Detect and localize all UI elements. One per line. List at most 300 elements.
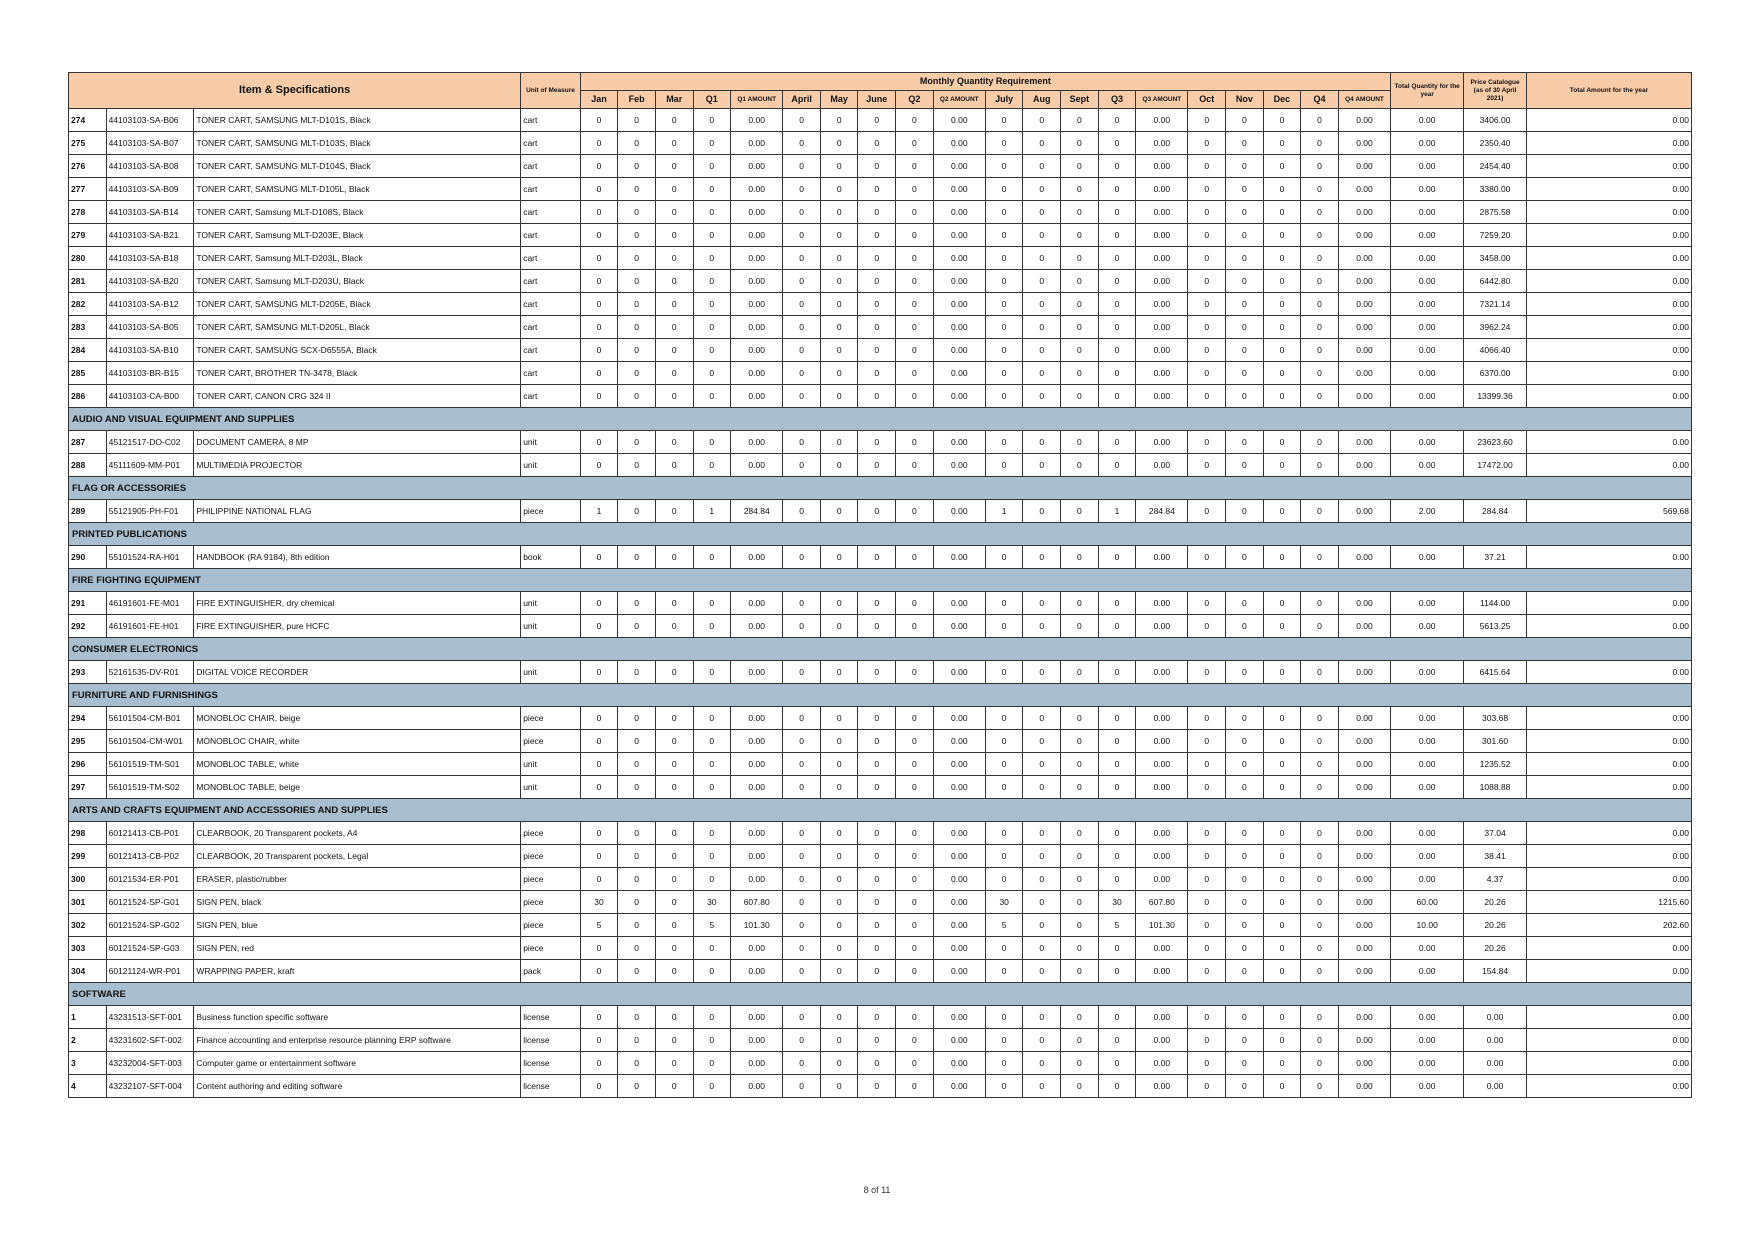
- row-number: 283: [69, 316, 107, 339]
- quantity-cell: 0: [1061, 132, 1099, 155]
- quantity-cell: 0: [618, 362, 656, 385]
- quantity-cell: 0.00: [731, 431, 783, 454]
- quantity-cell: 0.00: [1338, 500, 1390, 523]
- quantity-cell: 0: [1188, 661, 1226, 684]
- quantity-cell: 0: [820, 615, 858, 638]
- quantity-cell: 0: [580, 730, 618, 753]
- quantity-cell: 0: [693, 753, 731, 776]
- quantity-cell: 0: [655, 293, 693, 316]
- unit-of-measure: license: [521, 1029, 581, 1052]
- total-amount: 0.00: [1526, 937, 1691, 960]
- total-amount: 0.00: [1526, 615, 1691, 638]
- quantity-cell: 0: [1023, 960, 1061, 983]
- quantity-cell: 0: [783, 385, 821, 408]
- quantity-cell: 0: [618, 454, 656, 477]
- row-number: 295: [69, 730, 107, 753]
- item-code: 44103103-SA-B18: [106, 247, 194, 270]
- quantity-cell: 0: [618, 431, 656, 454]
- quantity-cell: 0: [693, 247, 731, 270]
- row-number: 304: [69, 960, 107, 983]
- quantity-cell: 0: [580, 339, 618, 362]
- quantity-cell: 0: [985, 454, 1023, 477]
- quantity-cell: 0: [783, 960, 821, 983]
- quantity-cell: 0: [858, 155, 896, 178]
- quantity-cell: 0: [1301, 753, 1339, 776]
- total-quantity: 60.00: [1391, 891, 1464, 914]
- quantity-cell: 0: [1098, 132, 1136, 155]
- item-description: TONER CART, SAMSUNG SCX-D6555A, Black: [194, 339, 521, 362]
- total-amount: 569.68: [1526, 500, 1691, 523]
- quantity-cell: 0: [618, 1075, 656, 1098]
- quantity-cell: 0: [1098, 454, 1136, 477]
- total-quantity: 2.00: [1391, 500, 1464, 523]
- quantity-cell: 0.00: [731, 661, 783, 684]
- quantity-cell: 0: [820, 316, 858, 339]
- quantity-cell: 0: [1188, 500, 1226, 523]
- quantity-cell: 0.00: [1338, 247, 1390, 270]
- price-catalogue: 2454.40: [1464, 155, 1527, 178]
- quantity-cell: 0: [1226, 615, 1264, 638]
- price-catalogue: 6442.80: [1464, 270, 1527, 293]
- quantity-cell: 0: [858, 339, 896, 362]
- quantity-cell: 0: [783, 454, 821, 477]
- quantity-cell: 0: [985, 868, 1023, 891]
- quantity-cell: 0: [1023, 707, 1061, 730]
- quantity-cell: 0: [1226, 201, 1264, 224]
- quantity-cell: 0: [783, 132, 821, 155]
- quantity-cell: 0: [1023, 776, 1061, 799]
- quantity-cell: 0: [618, 155, 656, 178]
- quantity-cell: 0: [580, 776, 618, 799]
- quantity-cell: 0.00: [1136, 247, 1188, 270]
- quantity-cell: 0: [985, 431, 1023, 454]
- quantity-cell: 0: [580, 201, 618, 224]
- quantity-cell: 0.00: [933, 1006, 985, 1029]
- quantity-cell: 0: [896, 1052, 934, 1075]
- item-description: TONER CART, Samsung MLT-D203E, Black: [194, 224, 521, 247]
- quantity-cell: 0: [655, 109, 693, 132]
- quantity-cell: 0: [1188, 270, 1226, 293]
- quantity-cell: 0: [858, 546, 896, 569]
- total-quantity: 0.00: [1391, 1006, 1464, 1029]
- unit-of-measure: cart: [521, 132, 581, 155]
- quantity-cell: 0: [1263, 753, 1301, 776]
- quantity-cell: 0: [1098, 362, 1136, 385]
- quantity-cell: 0: [858, 362, 896, 385]
- quantity-cell: 0: [896, 270, 934, 293]
- quantity-cell: 0: [1023, 339, 1061, 362]
- quantity-cell: 0: [783, 431, 821, 454]
- quantity-cell: 0: [618, 339, 656, 362]
- price-catalogue: 4.37: [1464, 868, 1527, 891]
- quantity-cell: 0: [655, 960, 693, 983]
- quantity-cell: 0.00: [933, 362, 985, 385]
- quantity-cell: 0: [1061, 707, 1099, 730]
- unit-of-measure: piece: [521, 500, 581, 523]
- quantity-cell: 0: [820, 776, 858, 799]
- quantity-cell: 0: [655, 362, 693, 385]
- quantity-cell: 0: [580, 270, 618, 293]
- quantity-cell: 0: [1061, 500, 1099, 523]
- quantity-cell: 0: [1226, 109, 1264, 132]
- quantity-cell: 0.00: [933, 615, 985, 638]
- quantity-cell: 0: [1023, 661, 1061, 684]
- quantity-cell: 0.00: [1136, 132, 1188, 155]
- quantity-cell: 0.00: [1136, 339, 1188, 362]
- quantity-cell: 5: [693, 914, 731, 937]
- month-header: Q3 AMOUNT: [1136, 91, 1188, 109]
- quantity-cell: 0.00: [933, 960, 985, 983]
- price-catalogue: 303.68: [1464, 707, 1527, 730]
- quantity-cell: 0: [896, 362, 934, 385]
- quantity-cell: 0.00: [731, 592, 783, 615]
- month-header: Q4: [1301, 91, 1339, 109]
- quantity-cell: 30: [985, 891, 1023, 914]
- quantity-cell: 0.00: [1136, 1029, 1188, 1052]
- row-number: 282: [69, 293, 107, 316]
- quantity-cell: 0: [783, 500, 821, 523]
- quantity-cell: 0: [783, 224, 821, 247]
- quantity-cell: 0: [985, 224, 1023, 247]
- row-number: 286: [69, 385, 107, 408]
- unit-of-measure: piece: [521, 891, 581, 914]
- quantity-cell: 0.00: [933, 822, 985, 845]
- quantity-cell: 0: [1023, 155, 1061, 178]
- quantity-cell: 1: [693, 500, 731, 523]
- total-quantity: 0.00: [1391, 615, 1464, 638]
- total-quantity: 0.00: [1391, 1029, 1464, 1052]
- row-number: 3: [69, 1052, 107, 1075]
- quantity-cell: 284.84: [1136, 500, 1188, 523]
- quantity-cell: 0.00: [1338, 1029, 1390, 1052]
- quantity-cell: 0: [1301, 454, 1339, 477]
- quantity-cell: 0.00: [933, 845, 985, 868]
- unit-of-measure: unit: [521, 454, 581, 477]
- month-header: Q3: [1098, 91, 1136, 109]
- quantity-cell: 0: [580, 707, 618, 730]
- category-row: [69, 569, 1692, 592]
- quantity-cell: 0.00: [933, 592, 985, 615]
- quantity-cell: 0: [1023, 247, 1061, 270]
- total-quantity: 0.00: [1391, 753, 1464, 776]
- quantity-cell: 0: [985, 132, 1023, 155]
- item-code: 43232004-SFT-003: [106, 1052, 194, 1075]
- quantity-cell: 0.00: [731, 293, 783, 316]
- quantity-cell: 0: [820, 730, 858, 753]
- total-quantity: 0.00: [1391, 776, 1464, 799]
- quantity-cell: 0: [896, 753, 934, 776]
- quantity-cell: 0: [896, 339, 934, 362]
- total-amount: 0.00: [1526, 546, 1691, 569]
- unit-of-measure: license: [521, 1006, 581, 1029]
- quantity-cell: 0: [655, 132, 693, 155]
- quantity-cell: 0: [896, 1029, 934, 1052]
- quantity-cell: 0.00: [731, 339, 783, 362]
- quantity-cell: 0: [1301, 132, 1339, 155]
- quantity-cell: 0: [1098, 1075, 1136, 1098]
- quantity-cell: 0.00: [1338, 178, 1390, 201]
- quantity-cell: 0: [985, 1075, 1023, 1098]
- row-number: 280: [69, 247, 107, 270]
- quantity-cell: 0: [1226, 1052, 1264, 1075]
- quantity-cell: 0: [1023, 362, 1061, 385]
- quantity-cell: 0: [1263, 500, 1301, 523]
- quantity-cell: 0: [1226, 316, 1264, 339]
- quantity-cell: 0: [1263, 661, 1301, 684]
- quantity-cell: 0.00: [1338, 592, 1390, 615]
- item-code: 52161535-DV-R01: [106, 661, 194, 684]
- quantity-cell: 0.00: [731, 1029, 783, 1052]
- quantity-cell: 0: [985, 316, 1023, 339]
- quantity-cell: 0: [1263, 615, 1301, 638]
- quantity-cell: 0: [580, 431, 618, 454]
- month-header: Aug: [1023, 91, 1061, 109]
- quantity-cell: 0: [1188, 431, 1226, 454]
- quantity-cell: 0: [858, 500, 896, 523]
- quantity-cell: 0.00: [1338, 1052, 1390, 1075]
- total-amount: 1215.60: [1526, 891, 1691, 914]
- unit-of-measure: piece: [521, 914, 581, 937]
- quantity-cell: 0: [1061, 1029, 1099, 1052]
- table-row: [69, 730, 1692, 753]
- quantity-cell: 0: [1301, 937, 1339, 960]
- total-amount: 0.00: [1526, 293, 1691, 316]
- quantity-cell: 0: [896, 615, 934, 638]
- quantity-cell: 0: [1301, 845, 1339, 868]
- quantity-cell: 0: [985, 362, 1023, 385]
- quantity-cell: 0: [1263, 937, 1301, 960]
- quantity-cell: 0: [618, 868, 656, 891]
- quantity-cell: 0: [1301, 270, 1339, 293]
- quantity-cell: 0: [985, 247, 1023, 270]
- quantity-cell: 0: [655, 822, 693, 845]
- quantity-cell: 0: [655, 431, 693, 454]
- month-header: Jan: [580, 91, 618, 109]
- quantity-cell: 0: [1188, 201, 1226, 224]
- quantity-cell: 0: [1098, 385, 1136, 408]
- quantity-cell: 0: [896, 937, 934, 960]
- quantity-cell: 0: [985, 937, 1023, 960]
- quantity-cell: 0.00: [1338, 615, 1390, 638]
- month-header: Mar: [655, 91, 693, 109]
- item-description: DIGITAL VOICE RECORDER: [194, 661, 521, 684]
- item-code: 44103103-SA-B07: [106, 132, 194, 155]
- quantity-cell: 0: [580, 293, 618, 316]
- quantity-cell: 0: [896, 109, 934, 132]
- row-number: 276: [69, 155, 107, 178]
- quantity-cell: 0: [1226, 500, 1264, 523]
- category-label: PRINTED PUBLICATIONS: [69, 523, 1692, 546]
- unit-of-measure: cart: [521, 201, 581, 224]
- quantity-cell: 0: [693, 316, 731, 339]
- quantity-cell: 0: [820, 960, 858, 983]
- price-catalogue: 5613.25: [1464, 615, 1527, 638]
- quantity-cell: 0: [655, 914, 693, 937]
- table-row: [69, 822, 1692, 845]
- quantity-cell: 0.00: [933, 385, 985, 408]
- quantity-cell: 0: [1263, 592, 1301, 615]
- quantity-cell: 0: [1226, 339, 1264, 362]
- quantity-cell: 0: [618, 937, 656, 960]
- unit-header: Unit of Measure: [521, 73, 581, 109]
- item-description: TONER CART, Samsung MLT-D203L, Black: [194, 247, 521, 270]
- item-description: SIGN PEN, black: [194, 891, 521, 914]
- quantity-cell: 0: [1301, 868, 1339, 891]
- quantity-cell: 0: [1226, 661, 1264, 684]
- quantity-cell: 0: [820, 845, 858, 868]
- quantity-cell: 0: [820, 592, 858, 615]
- quantity-cell: 0: [1061, 822, 1099, 845]
- quantity-cell: 0: [1188, 454, 1226, 477]
- quantity-cell: 0: [1263, 546, 1301, 569]
- category-label: FLAG OR ACCESSORIES: [69, 477, 1692, 500]
- quantity-cell: 0: [1226, 270, 1264, 293]
- item-code: 44103103-SA-B08: [106, 155, 194, 178]
- quantity-cell: 0: [1023, 454, 1061, 477]
- quantity-cell: 0: [580, 546, 618, 569]
- unit-of-measure: piece: [521, 937, 581, 960]
- quantity-cell: 0: [618, 247, 656, 270]
- quantity-cell: 0: [1263, 960, 1301, 983]
- item-description: SIGN PEN, blue: [194, 914, 521, 937]
- quantity-cell: 0: [985, 822, 1023, 845]
- row-number: 290: [69, 546, 107, 569]
- price-catalogue: 0.00: [1464, 1075, 1527, 1098]
- row-number: 299: [69, 845, 107, 868]
- quantity-cell: 0: [1263, 270, 1301, 293]
- quantity-cell: 0: [1188, 914, 1226, 937]
- quantity-cell: 0.00: [1338, 753, 1390, 776]
- quantity-cell: 0.00: [731, 454, 783, 477]
- quantity-cell: 0: [783, 1075, 821, 1098]
- month-header: Q2: [896, 91, 934, 109]
- quantity-cell: 0: [693, 178, 731, 201]
- requirements-table: [68, 72, 1692, 1098]
- quantity-cell: 0.00: [731, 316, 783, 339]
- quantity-cell: 0.00: [1136, 845, 1188, 868]
- total-quantity: 0.00: [1391, 546, 1464, 569]
- quantity-cell: 0: [1188, 822, 1226, 845]
- quantity-cell: 0: [783, 822, 821, 845]
- quantity-cell: 0: [783, 845, 821, 868]
- quantity-cell: 0.00: [731, 362, 783, 385]
- quantity-cell: 0: [896, 730, 934, 753]
- procurement-sheet: [68, 72, 1692, 1098]
- quantity-cell: 0: [1226, 822, 1264, 845]
- quantity-cell: 0: [1188, 937, 1226, 960]
- item-code: 45111609-MM-P01: [106, 454, 194, 477]
- quantity-cell: 0: [580, 132, 618, 155]
- quantity-cell: 0: [1263, 1052, 1301, 1075]
- quantity-cell: 0: [580, 1052, 618, 1075]
- month-header: Nov: [1226, 91, 1264, 109]
- quantity-cell: 0: [820, 546, 858, 569]
- quantity-cell: 0: [783, 178, 821, 201]
- quantity-cell: 30: [1098, 891, 1136, 914]
- quantity-cell: 0: [858, 224, 896, 247]
- total-quantity: 0.00: [1391, 132, 1464, 155]
- quantity-cell: 0: [896, 914, 934, 937]
- total-quantity: 0.00: [1391, 362, 1464, 385]
- table-row: [69, 201, 1692, 224]
- item-description: CLEARBOOK, 20 Transparent pockets, A4: [194, 822, 521, 845]
- quantity-cell: 0: [985, 707, 1023, 730]
- quantity-cell: 0: [1226, 385, 1264, 408]
- table-row: [69, 914, 1692, 937]
- quantity-cell: 0: [693, 339, 731, 362]
- unit-of-measure: piece: [521, 845, 581, 868]
- quantity-cell: 0: [693, 201, 731, 224]
- total-amount: 0.00: [1526, 385, 1691, 408]
- quantity-cell: 0: [1263, 132, 1301, 155]
- total-quantity: 0.00: [1391, 201, 1464, 224]
- quantity-cell: 0: [693, 1029, 731, 1052]
- quantity-cell: 0: [985, 178, 1023, 201]
- unit-of-measure: piece: [521, 822, 581, 845]
- quantity-cell: 0: [783, 1006, 821, 1029]
- quantity-cell: 0: [1023, 615, 1061, 638]
- quantity-cell: 0: [896, 431, 934, 454]
- item-code: 43232107-SFT-004: [106, 1075, 194, 1098]
- quantity-cell: 0: [580, 615, 618, 638]
- quantity-cell: 0: [858, 109, 896, 132]
- total-qty-header: Total Quantity for the year: [1391, 73, 1464, 109]
- quantity-cell: 0: [1263, 385, 1301, 408]
- quantity-cell: 0: [858, 1052, 896, 1075]
- quantity-cell: 0: [1098, 845, 1136, 868]
- quantity-cell: 0: [1301, 109, 1339, 132]
- item-description: PHILIPPINE NATIONAL FLAG: [194, 500, 521, 523]
- quantity-cell: 0: [896, 178, 934, 201]
- quantity-cell: 5: [985, 914, 1023, 937]
- item-code: 60121524-SP-G01: [106, 891, 194, 914]
- item-code: 44103103-SA-B10: [106, 339, 194, 362]
- quantity-cell: 0: [1023, 1075, 1061, 1098]
- quantity-cell: 0: [580, 224, 618, 247]
- item-description: CLEARBOOK, 20 Transparent pockets, Legal: [194, 845, 521, 868]
- total-quantity: 10.00: [1391, 914, 1464, 937]
- quantity-cell: 0: [858, 385, 896, 408]
- quantity-cell: 0: [896, 500, 934, 523]
- quantity-cell: 0: [1188, 362, 1226, 385]
- total-amount: 0.00: [1526, 178, 1691, 201]
- quantity-cell: 0: [858, 1029, 896, 1052]
- table-row: [69, 316, 1692, 339]
- item-code: 55101524-RA-H01: [106, 546, 194, 569]
- category-label: FURNITURE AND FURNISHINGS: [69, 684, 1692, 707]
- quantity-cell: 0.00: [1338, 454, 1390, 477]
- quantity-cell: 0: [618, 1029, 656, 1052]
- item-description: Content authoring and editing software: [194, 1075, 521, 1098]
- item-code: 56101504-CM-W01: [106, 730, 194, 753]
- category-row: [69, 523, 1692, 546]
- total-quantity: 0.00: [1391, 868, 1464, 891]
- table-header: [69, 73, 1692, 109]
- total-amount: 0.00: [1526, 247, 1691, 270]
- row-number: 294: [69, 707, 107, 730]
- quantity-cell: 0: [896, 1075, 934, 1098]
- quantity-cell: 0: [1023, 730, 1061, 753]
- quantity-cell: 0: [1263, 868, 1301, 891]
- table-row: [69, 385, 1692, 408]
- quantity-cell: 0: [896, 891, 934, 914]
- quantity-cell: 0.00: [933, 454, 985, 477]
- quantity-cell: 0: [1263, 914, 1301, 937]
- quantity-cell: 0: [1061, 270, 1099, 293]
- quantity-cell: 0: [783, 1029, 821, 1052]
- quantity-cell: 0: [820, 201, 858, 224]
- quantity-cell: 0: [1061, 109, 1099, 132]
